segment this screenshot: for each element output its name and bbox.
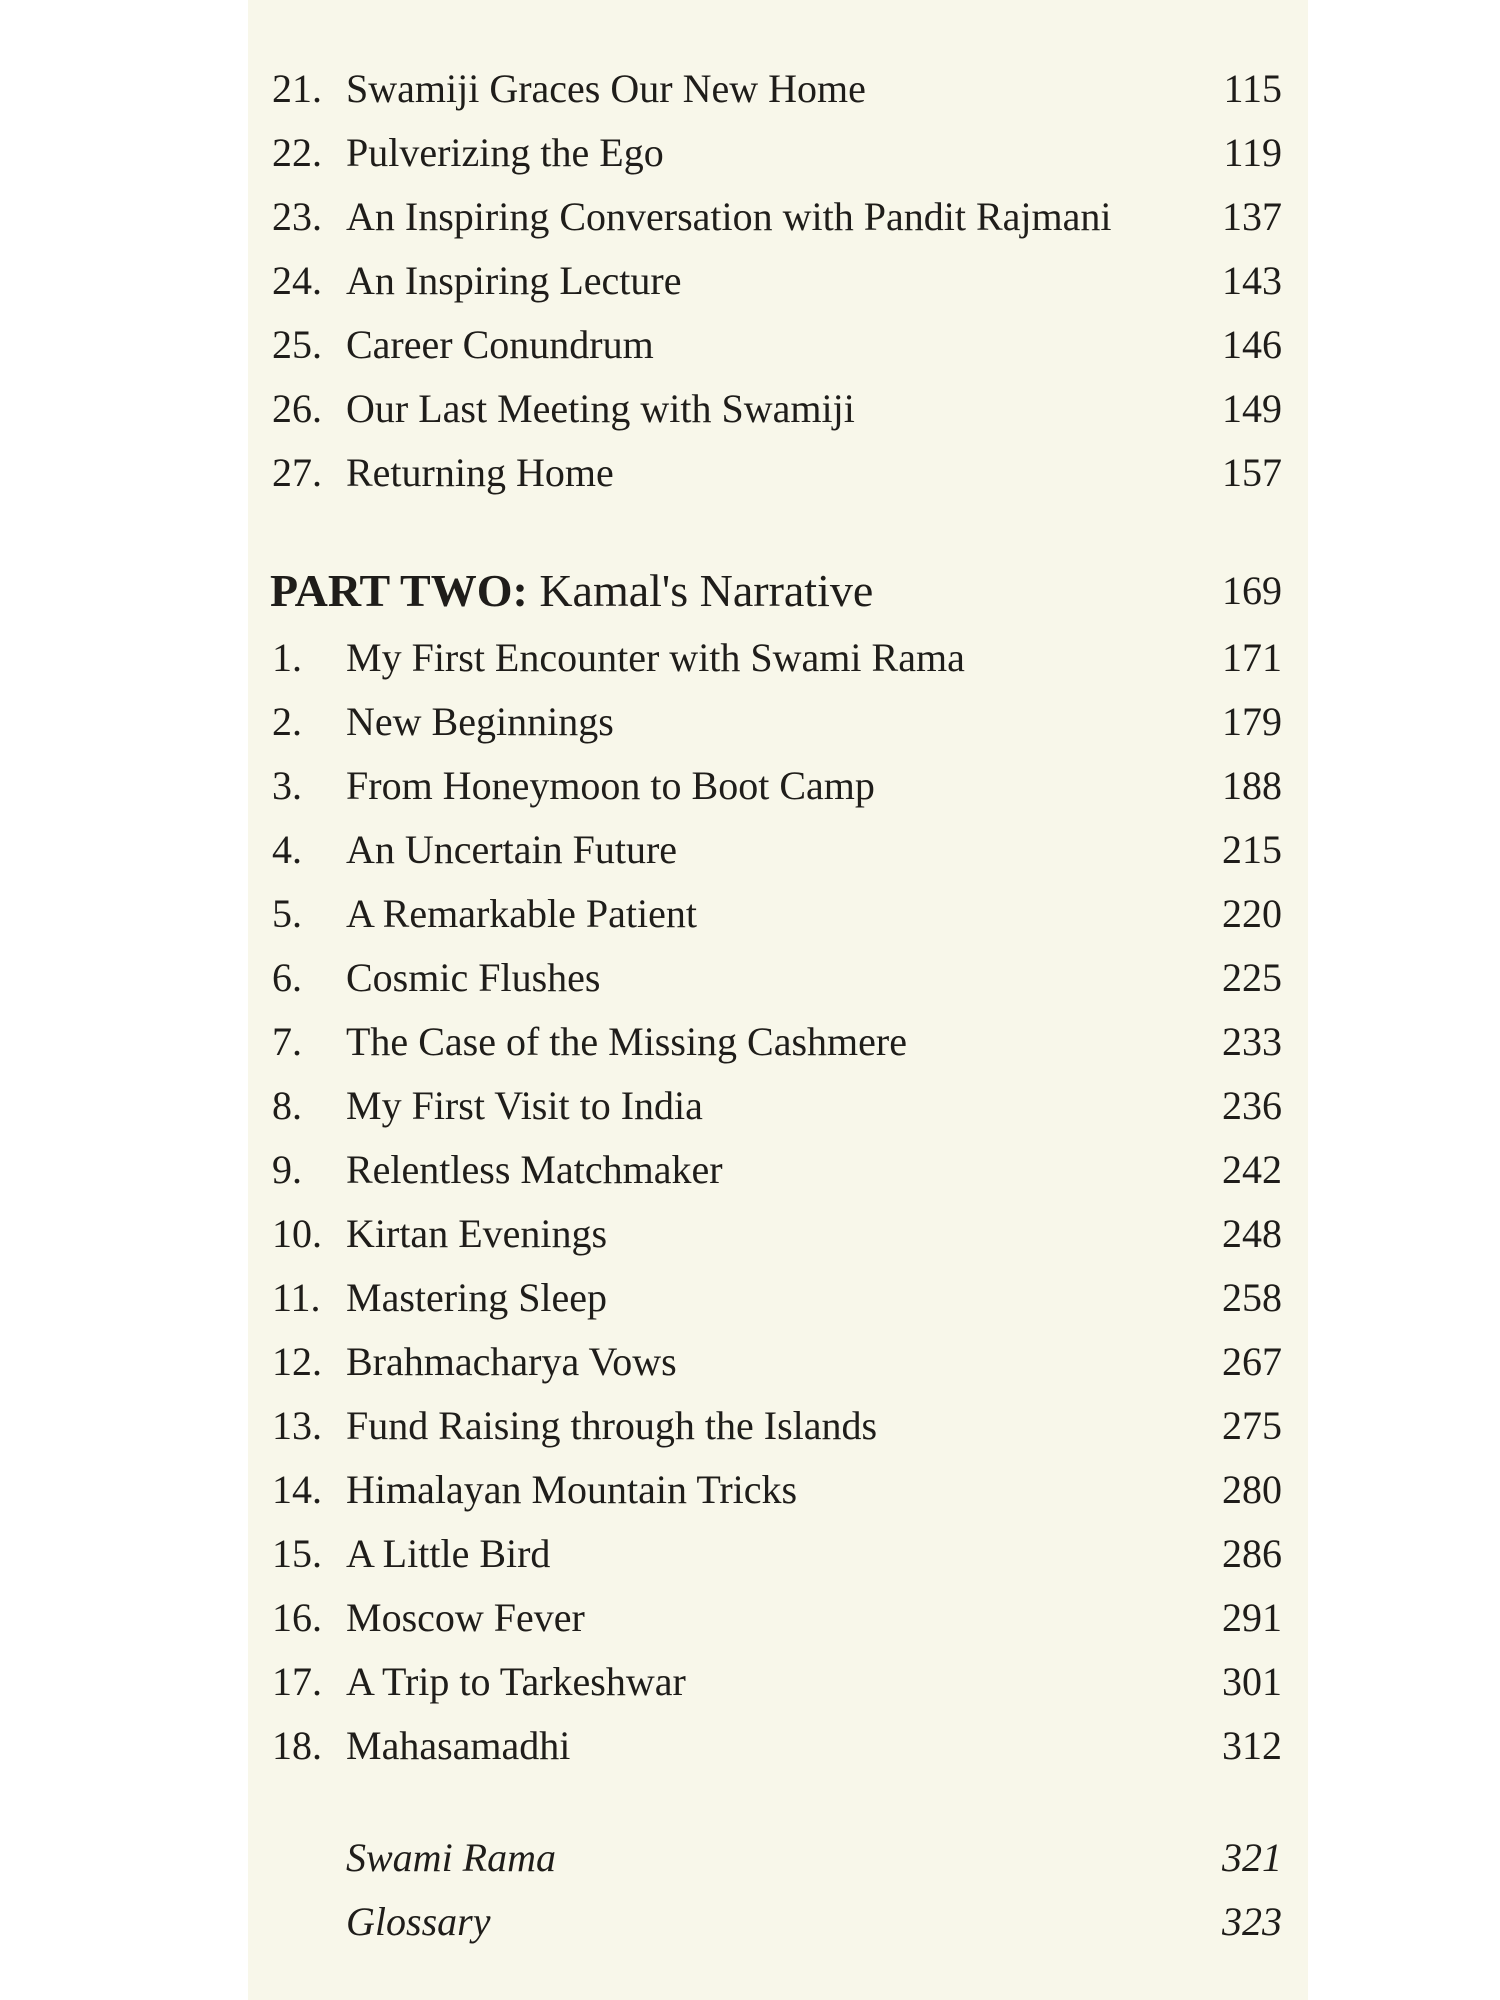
entry-page: 301 [1222, 1659, 1282, 1704]
entry-page: 242 [1222, 1147, 1282, 1192]
toc-part-two [248, 556, 1308, 626]
entry-title: Mahasamadhi [346, 1723, 571, 1768]
toc-entry [248, 946, 1308, 1010]
toc-entry [248, 1330, 1308, 1394]
entry-number: 14. [272, 1467, 322, 1512]
entry-number: 17. [272, 1659, 322, 1704]
entry-number: 4. [272, 827, 302, 872]
entry-page: 286 [1222, 1531, 1282, 1576]
entry-page: 188 [1222, 763, 1282, 808]
entry-number: 7. [272, 1019, 302, 1064]
entry-page: 312 [1222, 1723, 1282, 1768]
part-two-title [270, 556, 873, 626]
entry-title: New Beginnings [346, 699, 614, 744]
entry-title: My First Visit to India [346, 1083, 703, 1128]
entry-title: A Trip to Tarkeshwar [346, 1659, 686, 1704]
entry-number: 24. [272, 258, 322, 303]
appendix-entry [248, 1890, 1308, 1954]
toc-entry [248, 754, 1308, 818]
entry-number: 2. [272, 699, 302, 744]
toc-entry [248, 1522, 1308, 1586]
entry-number: 5. [272, 891, 302, 936]
entry-page: 157 [1222, 450, 1282, 495]
entry-page: 143 [1222, 258, 1282, 303]
toc-part-one-continued [248, 57, 1308, 505]
toc-entry [248, 1714, 1308, 1778]
toc-entry [248, 121, 1308, 185]
appendix-title: Swami Rama [346, 1835, 556, 1880]
entry-title: Relentless Matchmaker [346, 1147, 723, 1192]
toc-appendix [248, 1826, 1308, 1954]
toc-entry [248, 1202, 1308, 1266]
entry-title: Pulverizing the Ego [346, 130, 664, 175]
entry-title: Our Last Meeting with Swamiji [346, 386, 855, 431]
entry-title: A Little Bird [346, 1531, 551, 1576]
appendix-page: 321 [1222, 1835, 1282, 1880]
entry-number: 27. [272, 450, 322, 495]
entry-number: 18. [272, 1723, 322, 1768]
entry-page: 119 [1223, 130, 1282, 175]
toc-entry [248, 377, 1308, 441]
appendix-page: 323 [1222, 1899, 1282, 1944]
part-two-subtitle: Kamal's Narrative [527, 565, 874, 616]
toc-entry [248, 57, 1308, 121]
entry-title: Swamiji Graces Our New Home [346, 66, 866, 111]
toc-entry [248, 818, 1308, 882]
toc-entry [248, 690, 1308, 754]
entry-page: 149 [1222, 386, 1282, 431]
entry-page: 267 [1222, 1339, 1282, 1384]
toc-entry [248, 1266, 1308, 1330]
entry-number: 15. [272, 1531, 322, 1576]
appendix-entry [248, 1826, 1308, 1890]
entry-title: Moscow Fever [346, 1595, 585, 1640]
entry-page: 248 [1222, 1211, 1282, 1256]
part-two-heading [248, 556, 1308, 626]
toc-entry [248, 1458, 1308, 1522]
entry-page: 236 [1222, 1083, 1282, 1128]
entry-page: 137 [1222, 194, 1282, 239]
entry-page: 280 [1222, 1467, 1282, 1512]
appendix-title: Glossary [346, 1899, 491, 1944]
entry-title: The Case of the Missing Cashmere [346, 1019, 907, 1064]
toc-entry [248, 313, 1308, 377]
toc-entry [248, 1010, 1308, 1074]
entry-number: 3. [272, 763, 302, 808]
entry-title: An Uncertain Future [346, 827, 678, 872]
entry-number: 16. [272, 1595, 322, 1640]
entry-page: 275 [1222, 1403, 1282, 1448]
entry-page: 115 [1223, 66, 1282, 111]
entry-page: 146 [1222, 322, 1282, 367]
entry-number: 8. [272, 1083, 302, 1128]
part-two-page: 169 [1222, 568, 1282, 613]
entry-number: 6. [272, 955, 302, 1000]
entry-page: 179 [1222, 699, 1282, 744]
entry-title: Himalayan Mountain Tricks [346, 1467, 798, 1512]
entry-number: 23. [272, 194, 322, 239]
toc-entry [248, 1650, 1308, 1714]
toc-entry [248, 185, 1308, 249]
toc-entry [248, 1074, 1308, 1138]
entry-number: 9. [272, 1147, 302, 1192]
entry-title: A Remarkable Patient [346, 891, 698, 936]
book-page [248, 0, 1308, 2000]
entry-title: Career Conundrum [346, 322, 654, 367]
entry-number: 22. [272, 130, 322, 175]
entry-number: 11. [272, 1275, 321, 1320]
toc-entry [248, 626, 1308, 690]
entry-number: 1. [272, 635, 302, 680]
entry-number: 26. [272, 386, 322, 431]
toc-entry [248, 441, 1308, 505]
entry-title: Cosmic Flushes [346, 955, 601, 1000]
entry-number: 21. [272, 66, 322, 111]
entry-page: 171 [1222, 635, 1282, 680]
toc-entry [248, 1138, 1308, 1202]
entry-number: 13. [272, 1403, 322, 1448]
entry-number: 25. [272, 322, 322, 367]
entry-page: 291 [1222, 1595, 1282, 1640]
entry-page: 258 [1222, 1275, 1282, 1320]
entry-title: From Honeymoon to Boot Camp [346, 763, 875, 808]
entry-title: Returning Home [346, 450, 614, 495]
entry-page: 215 [1222, 827, 1282, 872]
entry-number: 12. [272, 1339, 322, 1384]
toc-entry [248, 249, 1308, 313]
entry-title: Fund Raising through the Islands [346, 1403, 878, 1448]
toc-entry [248, 1394, 1308, 1458]
toc-entry [248, 882, 1308, 946]
entry-page: 225 [1222, 955, 1282, 1000]
entry-title: Mastering Sleep [346, 1275, 608, 1320]
entry-title: Brahmacharya Vows [346, 1339, 677, 1384]
toc-entry [248, 1586, 1308, 1650]
toc-part-two-entries [248, 626, 1308, 1778]
entry-title: An Inspiring Lecture [346, 258, 682, 303]
entry-page: 233 [1222, 1019, 1282, 1064]
entry-title: An Inspiring Conversation with Pandit Rajmani [346, 194, 1112, 239]
entry-number: 10. [272, 1211, 322, 1256]
entry-title: My First Encounter with Swami Rama [346, 635, 965, 680]
part-two-label: PART TWO: [270, 565, 528, 616]
entry-page: 220 [1222, 891, 1282, 936]
entry-title: Kirtan Evenings [346, 1211, 608, 1256]
